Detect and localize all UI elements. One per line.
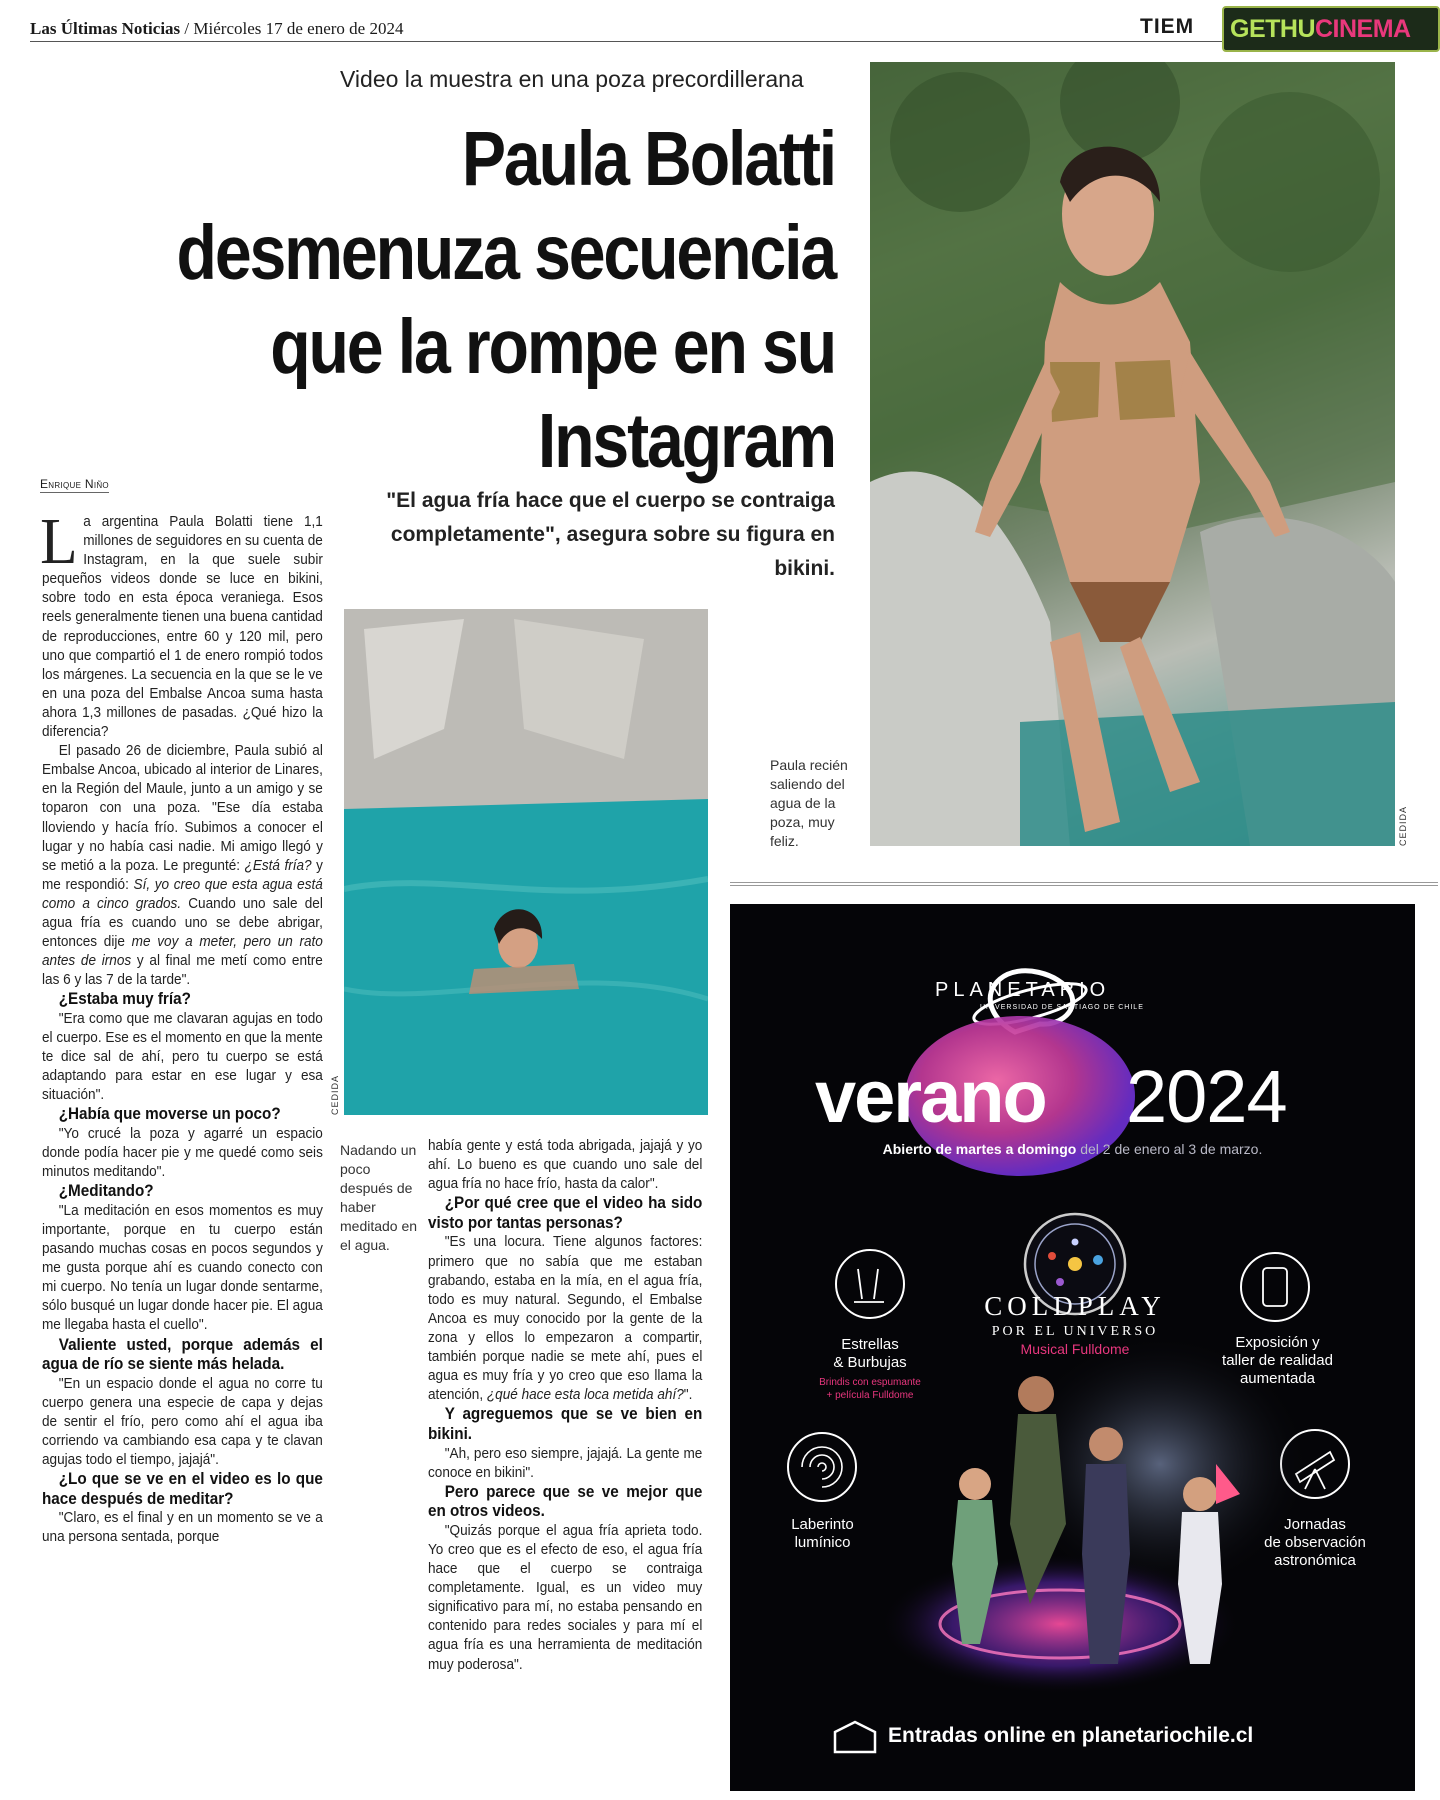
lead-text: a argentina Paula Bolatti tiene 1,1 millones de seguidores en su cuenta de Instagram, en la que suele subir pequeños videos donde se luce en bikini, sobre todo en esta época veraniega. Esos reels generalmente tienen una buena cantidad de reproducciones, entre 60 y 120 mil, pero uno que compartió el 1 de enero rompió todos los márgenes. La secuencia en la que se le ve en una poza del Embalse Ancoa suma hasta ahora 1,3 millones de pasadas. ¿Qué hizo la diferencia? xyxy=(42,514,323,741)
headline-line-1: Paula Bolatti xyxy=(461,116,835,202)
ad-feature-1-title: Estrellas & Burbujas xyxy=(833,1336,907,1371)
ad-cta: Entradas online en planetariochile.cl xyxy=(888,1724,1254,1747)
swim-photo-illustration xyxy=(344,609,708,1115)
caption-swim-photo: Nadando un poco después de haber meditado en el agua. xyxy=(340,1142,418,1253)
headline-line-4: Instagram xyxy=(537,398,835,484)
byline: Enrique Niño xyxy=(40,477,109,491)
paragraph: "La meditación en esos momentos es muy importante, porque en tu cuerpo están pasando muchas cosas en pocos segundos y me gusta porque ahí es cuando conecto con mi cuerpo. No tenía un lugar donde sentarme, sólo busqué un lugar donde hacer pie. El agua me llegaba hasta el cuello". xyxy=(42,1202,323,1334)
paragraph xyxy=(428,1233,702,1405)
watermark-text-b: CINEMA xyxy=(1315,14,1411,43)
paragraph-text: "Es una locura. Tiene algunos factores: primero que no sabía que me estaban grabando, estaba en la mía, en el agua fría, todo es muy natural. Segundo, el Embalse Ancoa es muy conocido por la gente de la zona y ellos lo empezaron a compartir, también porque nadie se mete ahí, pues el agua es muy fría y yo creo que eso llama la atención, xyxy=(428,1234,703,1404)
paragraph: "Ah, pero eso siempre, jajajá. La gente me conoce en bikini". xyxy=(428,1445,703,1481)
headline-line-3: que la rompe en su xyxy=(270,304,835,390)
interview-question: ¿Había que moverse un poco? xyxy=(58,1105,281,1124)
headline-line-2: desmenuza secuencia xyxy=(176,210,835,296)
watermark-text-a: GETHU xyxy=(1230,14,1315,43)
paragraph: "Claro, es el final y en un momento se ve a una persona sentada, porque xyxy=(42,1510,323,1546)
main-photo-illustration xyxy=(870,62,1395,846)
article-deck: "El agua fría hace que el cuerpo se contraiga completamente", asegura sobre su figura en bikini. xyxy=(386,489,835,580)
article-kicker: Video la muestra en una poza precordillerana xyxy=(340,66,804,92)
italic-quote: Sí, yo creo que esta agua está como a cinco grados. xyxy=(42,876,323,912)
italic-quote: ¿qué hace esta loca metida ahí? xyxy=(486,1387,684,1404)
paragraph: "En un espacio donde el agua no corre tu cuerpo genera una especie de capa y dejas de sentir el frío, pero como ahí el agua iba corriendo va cambiando esa capa y te clavan agujas todo el tiempo, jajajá". xyxy=(42,1375,323,1469)
masthead-left: Las Últimas Noticias / Miércoles 17 de enero de 2024 xyxy=(30,19,404,38)
italic-quote: me voy a meter, pero un rato antes de irnos xyxy=(42,934,323,970)
ad-title-b: 2024 xyxy=(1126,1055,1287,1138)
swim-photo xyxy=(344,609,708,1115)
watermark-logo xyxy=(1222,6,1440,52)
interview-question: Valiente usted, porque además el agua de río se siente más helada. xyxy=(42,1335,323,1374)
planetario-ad xyxy=(730,904,1415,1791)
photo-credit-2: CEDIDA xyxy=(330,1075,340,1116)
caption-main-photo: Paula recién saliendo del agua de la poza, muy feliz. xyxy=(770,757,848,849)
ad-title-a: verano xyxy=(815,1055,1046,1138)
section-name: TIEM xyxy=(1140,15,1195,38)
paper-name: Las Últimas Noticias xyxy=(30,19,181,38)
ad-brand-sub: UNIVERSIDAD DE SANTIAGO DE CHILE xyxy=(980,1004,1144,1011)
article-headline xyxy=(169,112,836,488)
article-column-2 xyxy=(428,1137,702,1675)
interview-question: ¿Por qué cree que el video ha sido visto por tantas personas? xyxy=(428,1194,703,1232)
lead-paragraph xyxy=(40,505,323,742)
issue-date: Miércoles 17 de enero de 2024 xyxy=(193,19,404,38)
ad-feature-1-sub: Brindis con espumante + película Fulldome xyxy=(819,1377,921,1401)
interview-question: Y agreguemos que se ve bien en bikini. xyxy=(428,1405,703,1443)
paragraph xyxy=(42,742,323,990)
paragraph: había gente y está toda abrigada, jajajá y yo ahí. Lo bueno es que cuando uno sale del agua fría no hace frío, hasta da calor". xyxy=(428,1138,703,1193)
paragraph: "Yo crucé la poza y agarré un espacio donde podía hacer pie y me quedé como seis minutos meditando". xyxy=(42,1126,323,1181)
ad-feature-4-title: Jornadas de observación astronómica xyxy=(1264,1516,1366,1569)
italic-quote: ¿Está fría? xyxy=(244,857,312,874)
ad-show-sub: POR EL UNIVERSO xyxy=(991,1324,1159,1339)
paragraph-text: y me respondió: xyxy=(42,857,323,893)
ad-feature-2-title: Exposición y taller de realidad aumentada xyxy=(1222,1334,1333,1387)
paragraph-text: y al final me metí como entre las 6 y las 7 de la tarde". xyxy=(42,953,323,989)
section-separator xyxy=(730,882,1438,886)
paragraph: "Era como que me clavaran agujas en todo el cuerpo. Ese es el momento en que la mente te dice sal de ahí, pero tu cuerpo se está adaptando para estar en ese lugar y esa situación". xyxy=(42,1010,323,1104)
paragraph-text: Cuando uno sale del agua fría es cuando uno se debe abrigar, entonces dije xyxy=(42,895,323,951)
interview-question: Pero parece que se ve mejor que en otros videos. xyxy=(428,1482,703,1521)
ad-show-title: COLDPLAY xyxy=(984,1291,1166,1321)
article-column-1 xyxy=(40,505,323,1548)
ad-schedule-bold: Abierto de martes a domingo xyxy=(882,1141,1077,1157)
photo-credit-1: CEDIDA xyxy=(1398,806,1408,847)
main-photo xyxy=(870,62,1395,846)
interview-question: ¿Estaba muy fría? xyxy=(58,990,191,1009)
ad-schedule xyxy=(730,1141,1415,1157)
ad-show-type: Musical Fulldome xyxy=(1020,1341,1130,1357)
paragraph-text: ". xyxy=(683,1387,693,1404)
interview-question: ¿Meditando? xyxy=(58,1182,154,1201)
ad-brand: PLANETARIO xyxy=(935,979,1111,1001)
paragraph-text: El pasado 26 de diciembre, Paula subió al Embalse Ancoa, ubicado al interior de Linares, en la Región del Maule, junto a un amigo y se toparon con una poza. "Ese día estaba lloviendo y hacía frío. Subimos a conocer el lugar y no había casi nadie. Mi amigo llegó y se metió a la poza. Le pregunté: xyxy=(42,743,323,874)
ad-feature-3-title: Laberinto lumínico xyxy=(791,1516,854,1551)
interview-question: ¿Lo que se ve en el video es lo que hace después de meditar? xyxy=(42,1470,323,1508)
paragraph: "Quizás porque el agua fría aprieta todo. Yo creo que es el efecto de eso, el agua fría hace que el cuerpo se contraiga completamente. Igual, es un video muy significativo para mí, no estaba pensando en contenido para redes sociales y para mí el agua fría es una herramienta de meditación muy poderosa". xyxy=(428,1522,703,1673)
ad-schedule-rest: del 2 de enero al 3 de marzo. xyxy=(1076,1141,1263,1157)
drop-cap: L xyxy=(40,505,78,578)
